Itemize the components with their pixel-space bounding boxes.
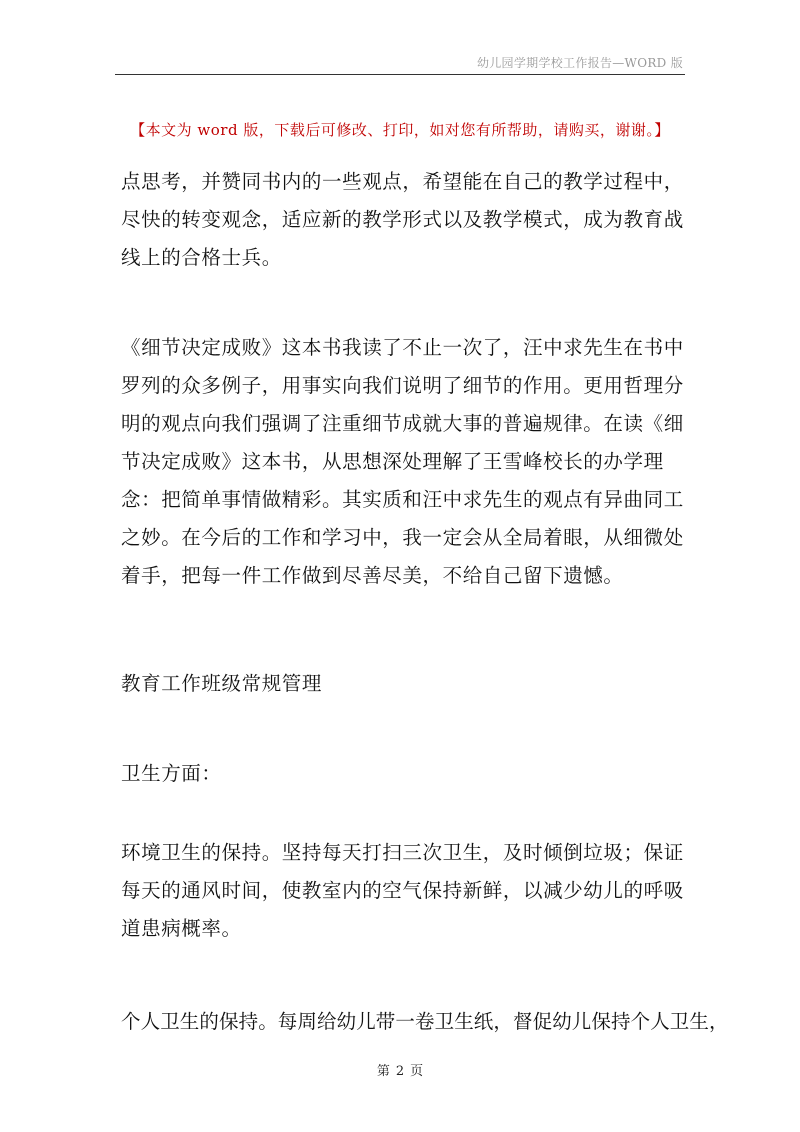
section-heading: 教育工作班级常规管理	[121, 672, 323, 695]
page-header	[115, 48, 685, 75]
page-footer	[0, 1060, 800, 1079]
paragraph-1: 点思考，并赞同书内的一些观点，希望能在自己的教学过程中，尽快的转变观念，适应新的教学形式以及教学模式，成为教育战线上的合格士兵。	[121, 170, 684, 269]
footer-suffix: 页	[410, 1064, 424, 1079]
purchase-notice: 【本文为 word 版，下载后可修改、打印，如对您有所帮助，请购买，谢谢。】	[130, 121, 670, 139]
page-number: 2	[395, 1064, 405, 1079]
paragraph-4: 个人卫生的保持。每周给幼儿带一卷卫生纸，督促幼儿保持个人卫生，	[121, 1010, 729, 1033]
footer-prefix: 第	[376, 1064, 390, 1079]
subsection-heading: 卫生方面：	[121, 762, 222, 785]
watermark: baogao8.com	[340, 693, 771, 763]
header-title: 幼儿园学期学校工作报告—WORD 版	[476, 56, 683, 70]
paragraph-2: 《细节决定成败》这本书我读了不止一次了，汪中求先生在书中罗列的众多例子，用事实向我们说明了细节的作用。更用哲理分明的观点向我们强调了注重细节成就大事的普遍规律。在读《细节决定成败》这本书，从思想深处理解了王雪峰校长的办学理念：把简单事情做精彩。其实质和汪中求先生的观点有异曲同工之妙。在今后的工作和学习中，我一定会从全局着眼，从细微处着手，把每一件工作做到尽善尽美，不给自己留下遗憾。	[121, 336, 684, 587]
paragraph-3: 环境卫生的保持。坚持每天打扫三次卫生，及时倾倒垃圾；保证每天的通风时间，使教室内的空气保持新鲜，以减少幼儿的呼吸道患病概率。	[121, 841, 684, 940]
